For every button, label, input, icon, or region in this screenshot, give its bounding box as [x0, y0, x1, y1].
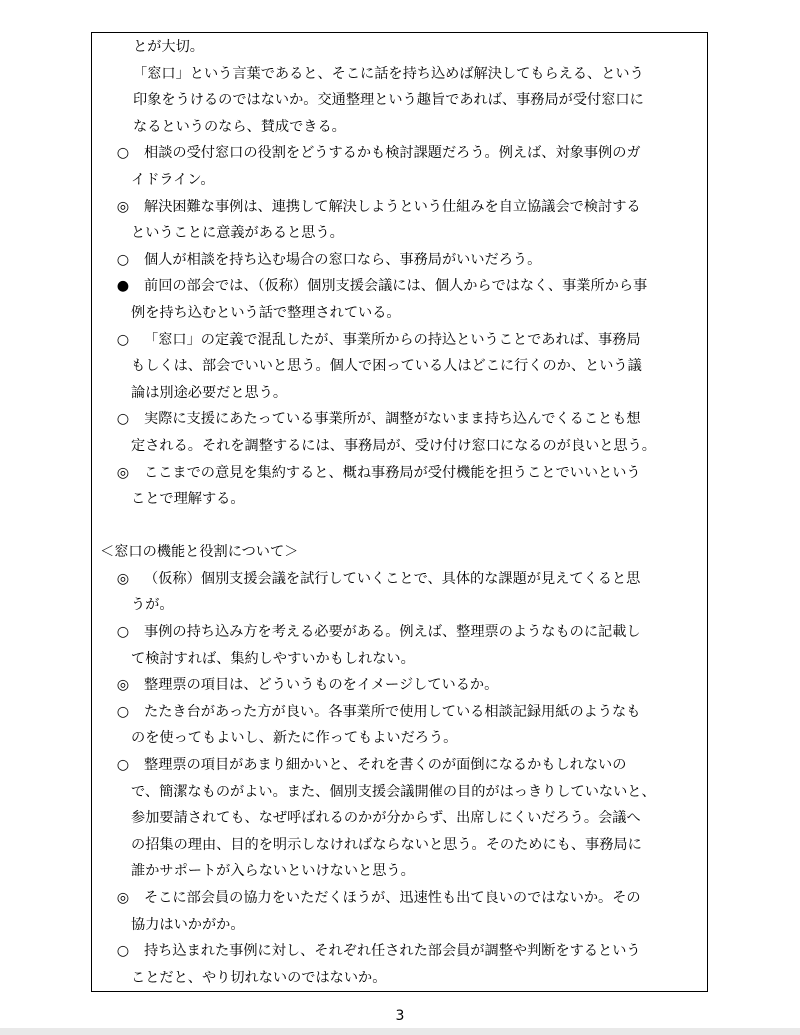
comment-line: のを使ってもよいし、新たに作ってもよいだろう。 [131, 730, 458, 747]
comment-item [100, 247, 706, 274]
comment-item [100, 619, 706, 672]
comment-line: 論は別途必要だと思う。 [131, 384, 288, 401]
comment-line [100, 619, 706, 646]
blank-line [100, 513, 706, 540]
comment-item [100, 699, 706, 752]
comment-text: ここまでの意見を集約すると、概ね事務局が受付機能を担うことでいいという [144, 464, 641, 481]
comment-text: 事例の持ち込み方を考える必要がある。例えば、整理票のようなものに記載し [144, 624, 641, 641]
bullet-mark: ○ [116, 331, 130, 348]
comment-item [100, 194, 706, 247]
bullet-mark: ○ [116, 251, 130, 268]
comment-item [100, 672, 706, 699]
comment-text: 持ち込まれた事例に対し、それぞれ任された部会員が調整や判断をするという [144, 943, 641, 960]
bullet-mark: ○ [116, 411, 130, 428]
comment-line [100, 699, 706, 726]
comment-item [100, 566, 706, 619]
comment-line [100, 460, 706, 487]
text-line: なるというのなら、賛成できる。 [133, 118, 346, 135]
bullet-mark: ○ [116, 943, 130, 960]
comment-line: ことで理解する。 [131, 491, 245, 508]
comment-text: 解決困難な事例は、連携して解決しようという仕組みを自立協議会で検討する [144, 198, 641, 215]
bullet-mark: ● [116, 278, 130, 295]
bullet-mark: ◎ [116, 677, 130, 694]
comment-line [100, 194, 706, 221]
comment-line: 定される。それを調整するには、事務局が、受け付け窓口になるのが良いと思う。 [131, 437, 656, 454]
comment-item [100, 327, 706, 407]
comment-line: 誰かサポートが入らないといけないと思う。 [131, 863, 415, 880]
bullet-mark: ◎ [116, 464, 130, 481]
bottom-scroll-edge [0, 1028, 800, 1035]
comment-list-1 [100, 140, 706, 512]
bullet-mark: ○ [116, 624, 130, 641]
comment-line: 協力はいかがか。 [131, 916, 245, 933]
comment-item [100, 273, 706, 326]
comment-text: （仮称）個別支援会議を試行していくことで、具体的な課題が見えてくると思 [144, 570, 641, 587]
bullet-mark: ○ [116, 703, 130, 720]
bullet-mark: ◎ [116, 890, 130, 906]
comment-line [100, 273, 706, 300]
document-content [100, 34, 706, 991]
comment-line [100, 140, 706, 167]
comment-line: の招集の理由、目的を明示しなければならないと思う。そのためにも、事務局に [131, 836, 642, 853]
comment-line: もしくは、部会でいいと思う。個人で困っている人はどこに行くのか、という議 [131, 358, 642, 375]
comment-item [100, 885, 706, 938]
comment-line: 参加要請されても、なぜ呼ばれるのかが分からず、出席しにくいだろう。会議へ [131, 810, 641, 827]
comment-item [100, 406, 706, 459]
comment-item [100, 938, 706, 991]
comment-line: ということに意義があると思う。 [131, 225, 344, 242]
comment-line: で、簡潔なものがよい。また、個別支援会議開催の目的がはっきりしていないと、 [131, 783, 656, 800]
comment-item [100, 460, 706, 513]
comment-text: そこに部会員の協力をいただくほうが、迅速性も出て良いのではないか。その [144, 890, 641, 906]
comment-line: イドライン。 [131, 171, 215, 188]
comment-line: 例を持ち込むという話で整理されている。 [131, 304, 401, 321]
bullet-mark: ◎ [116, 198, 130, 215]
comment-text: 整理票の項目は、どういうものをイメージしているか。 [144, 677, 499, 694]
comment-line [100, 566, 706, 593]
comment-item [100, 752, 706, 885]
bullet-mark: ○ [116, 145, 130, 162]
page-number: 3 [395, 1008, 405, 1024]
comment-text: 相談の受付窓口の役割をどうするかも検討課題だろう。例えば、対象事例のガ [144, 145, 641, 162]
comment-line: て検討すれば、集約しやすいかもしれない。 [131, 650, 415, 667]
comment-line [100, 752, 706, 779]
comment-line: ことだと、やり切れないのではないか。 [131, 969, 387, 986]
comment-item [100, 140, 706, 193]
comment-line: うが。 [131, 597, 174, 614]
comment-text: 実際に支援にあたっている事業所が、調整がないまま持ち込んでくることも想 [144, 411, 641, 428]
text-line: 「窓口」という言葉であると、そこに話を持ち込めば解決してもらえる、という [133, 65, 644, 82]
section-heading: ＜窓口の機能と役割について＞ [100, 544, 299, 561]
bullet-mark: ◎ [116, 570, 130, 587]
comment-line [100, 406, 706, 433]
text-line: とが大切。 [133, 39, 204, 55]
comment-line [100, 327, 706, 354]
bullet-mark: ○ [116, 757, 130, 774]
text-line: 印象をうけるのではないか。交通整理という趣旨であれば、事務局が受付窓口に [133, 92, 644, 109]
comment-text: 整理票の項目があまり細かいと、それを書くのが面倒になるかもしれないの [144, 757, 627, 774]
comment-text: たたき台があった方が良い。各事業所で使用している相談記録用紙のようなも [144, 703, 641, 720]
comment-text: 個人が相談を持ち込む場合の窓口なら、事務局がいいだろう。 [144, 251, 542, 268]
comment-line [100, 938, 706, 965]
comment-line [100, 885, 706, 912]
comment-text: 「窓口」の定義で混乱したが、事業所からの持込ということであれば、事務局 [144, 331, 641, 348]
comment-line [100, 247, 706, 274]
comment-list-2 [100, 566, 706, 992]
comment-line [100, 672, 706, 699]
comment-text: 前回の部会では、（仮称）個別支援会議には、個人からではなく、事業所から事 [144, 278, 648, 295]
